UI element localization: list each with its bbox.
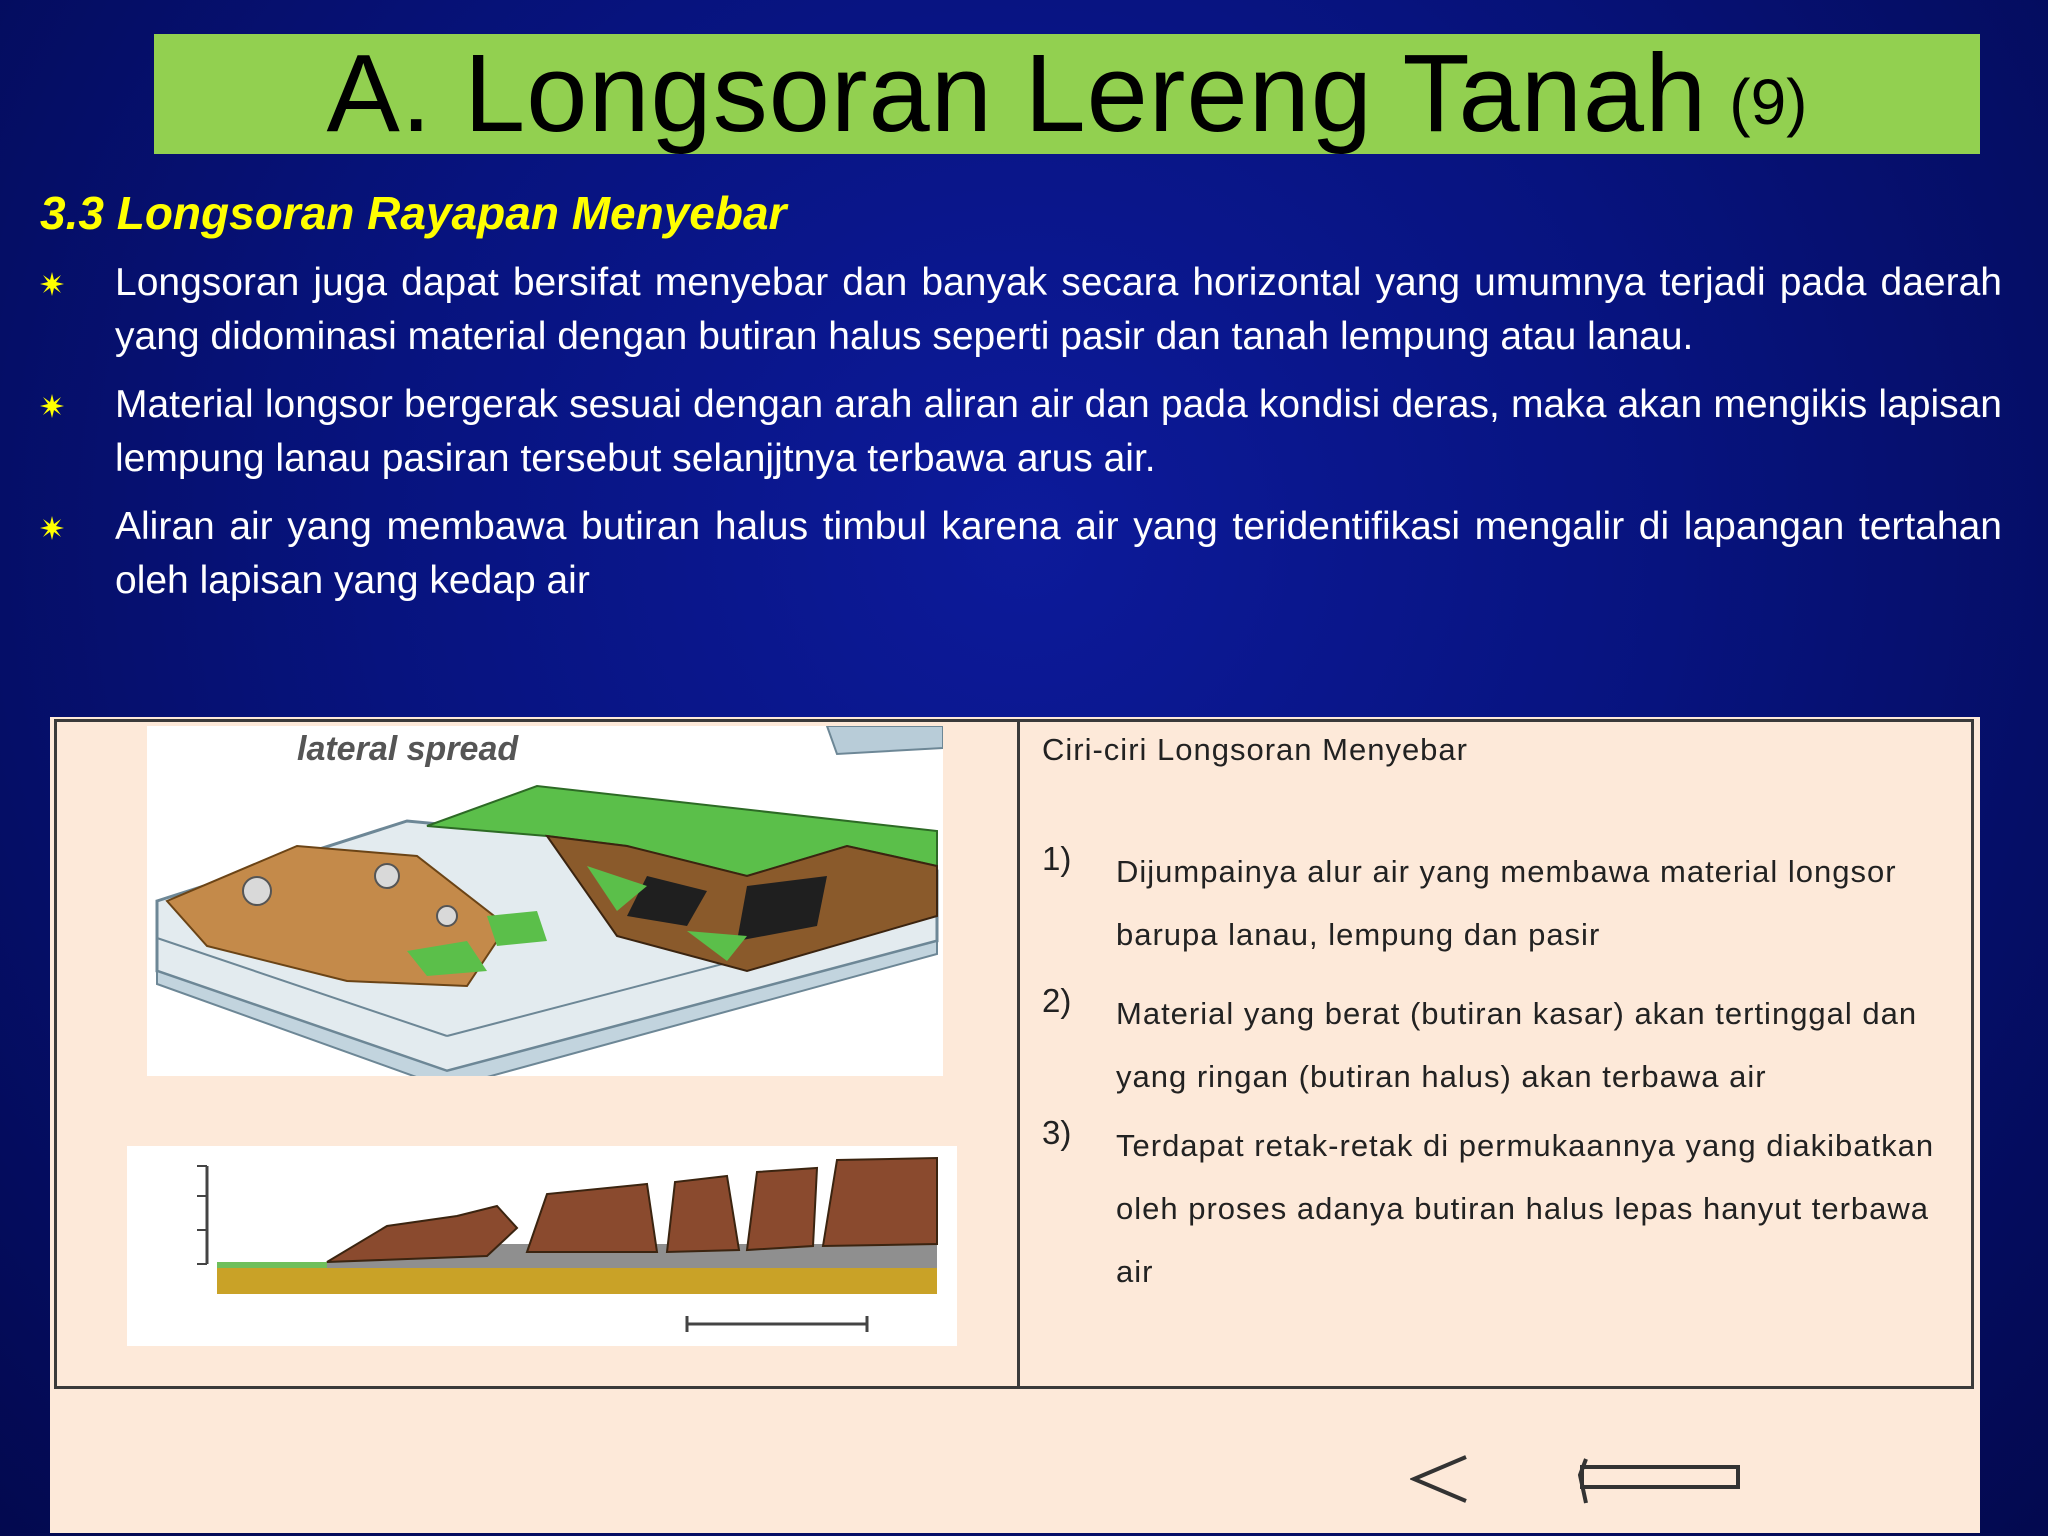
bullet-text: Longsoran juga dapat bersifat menyebar dan banyak secara horizontal yang umumnya terjadi pada daerah yang didominasi material dengan butiran halus seperti pasir dan tanah lempung atau lanau. xyxy=(115,261,2002,358)
yellow-starburst-icon xyxy=(40,516,64,540)
bullet-text: Aliran air yang membawa butiran halus timbul karena air yang teridentifikasi mengalir di lapangan tertahan oleh lapisan yang kedap air xyxy=(115,505,2002,602)
yellow-starburst-icon xyxy=(40,272,64,296)
lateral-spread-block-diagram xyxy=(147,726,943,1076)
slide-title: A. Longsoran Lereng Tanah xyxy=(326,32,1708,155)
slide-number: (9) xyxy=(1729,66,1808,138)
section-heading: 3.3 Longsoran Rayapan Menyebar xyxy=(40,187,787,239)
item-number: 1) xyxy=(1042,840,1072,877)
item-text: Material yang berat (butiran kasar) akan tertinggal dan yang ringan (butiran halus) akan terbawa air xyxy=(1116,996,1918,1094)
title-bar xyxy=(154,34,1980,154)
bullet-item xyxy=(40,256,2002,364)
return-arrow-icon[interactable] xyxy=(1580,1459,1750,1503)
item-number: 2) xyxy=(1042,982,1072,1019)
yellow-starburst-icon xyxy=(40,394,64,418)
figure-table xyxy=(54,719,1974,1389)
diagram-label: lateral spread xyxy=(297,730,519,768)
item-text: Dijumpainya alur air yang membawa material longsor barupa lanau, lempung dan pasir xyxy=(1116,854,1897,952)
left-chevron-icon[interactable] xyxy=(1414,1457,1466,1501)
characteristics-title: Ciri-ciri Longsoran Menyebar xyxy=(1042,732,1468,767)
figure-panel xyxy=(50,717,1980,1533)
bullet-text: Material longsor bergerak sesuai dengan arah aliran air dan pada kondisi deras, maka akan mengikis lapisan lempung lanau pasiran tersebut selanjjtnya terbawa arus air. xyxy=(115,383,2002,480)
column-divider xyxy=(1017,722,1020,1386)
bullet-list xyxy=(40,256,2002,622)
item-text: Terdapat retak-retak di permukaannya yang diakibatkan oleh proses adanya butiran halus lepas hanyut terbawa air xyxy=(1116,1128,1935,1289)
bullet-item xyxy=(40,378,2002,486)
slide-navigation xyxy=(1410,1451,1750,1507)
bullet-item xyxy=(40,500,2002,608)
lateral-spread-cross-section xyxy=(127,1146,957,1346)
item-number: 3) xyxy=(1042,1114,1072,1151)
